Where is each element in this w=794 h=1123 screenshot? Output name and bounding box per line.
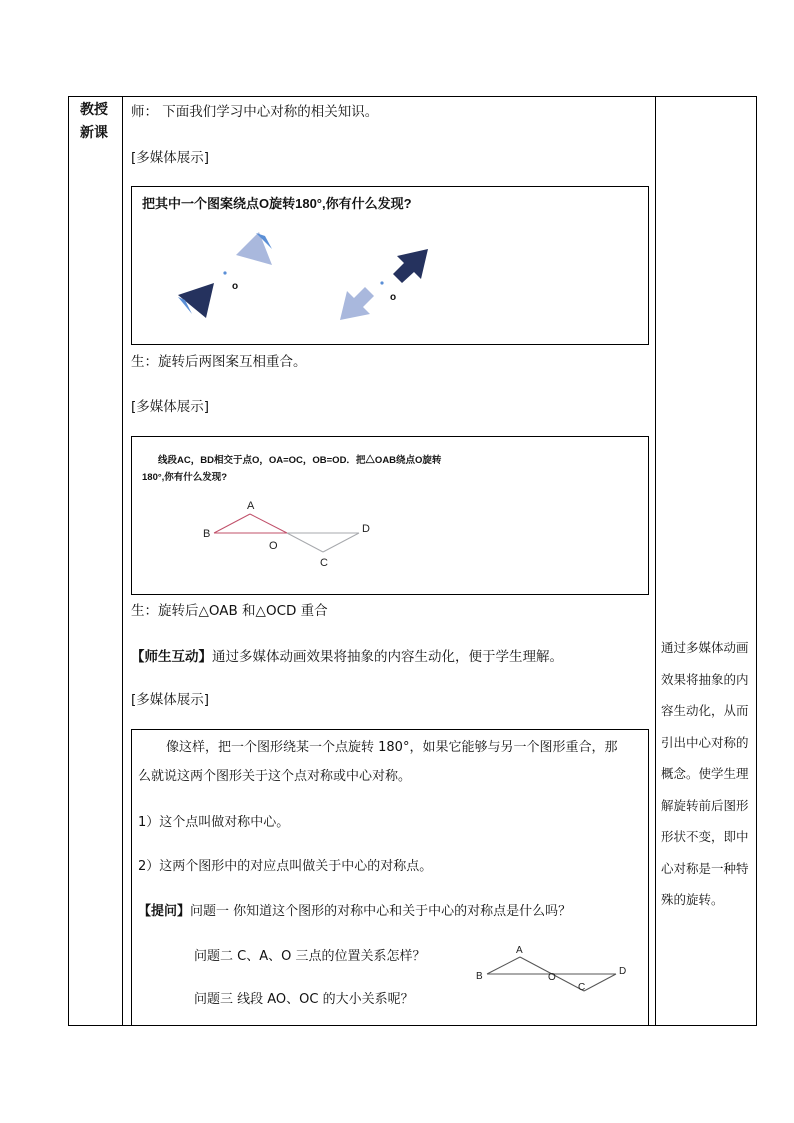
table-divider-2 xyxy=(655,96,656,1026)
question-2: 问题二 C、A、O 三点的位置关系怎样？ xyxy=(194,949,426,964)
q-label-D: D xyxy=(619,966,627,977)
slide-1-title: 把其中一个图案绕点O旋转180°,你有什么发现? xyxy=(142,196,412,211)
interaction-line xyxy=(131,648,563,666)
intro-text: 师： 下面我们学习中心对称的相关知识。 xyxy=(131,104,379,120)
side-note xyxy=(661,632,753,916)
table-right-border xyxy=(756,96,757,1026)
slide-2-figure xyxy=(132,437,648,594)
point-label-left: o xyxy=(232,281,239,292)
segment-BA xyxy=(214,514,250,533)
question-3: 问题三 线段 AO、OC 的大小关系呢？ xyxy=(194,992,414,1007)
q-segment-BA xyxy=(487,957,520,974)
question-line-1 xyxy=(138,903,571,921)
pale-arrowhead-shape xyxy=(236,232,272,265)
slide-1-figure xyxy=(132,187,648,344)
segment-AO xyxy=(250,514,287,533)
side-note-line: 引出中心对称的 xyxy=(661,734,749,750)
pale-arrow-shape xyxy=(340,287,374,320)
side-note-line: 概念。使学生理 xyxy=(661,766,749,781)
section-label-line1: 教授 xyxy=(80,102,108,118)
side-note-line: 殊的旋转。 xyxy=(661,892,724,907)
side-note-line: 心对称是一种特 xyxy=(661,860,749,876)
side-note-line: 通过多媒体动画 xyxy=(661,640,749,655)
q-label-B: B xyxy=(476,971,483,982)
side-note-line: 形状不变，即中 xyxy=(661,829,749,844)
section-label-line2: 新课 xyxy=(80,125,108,141)
media-label-3: [多媒体展示] xyxy=(131,692,210,708)
slide-2-text-line2: 180°,你有什么发现? xyxy=(142,472,228,483)
definition-box xyxy=(131,729,649,1026)
answer-2: 生：旋转后△OAB 和△OCD 重合 xyxy=(131,603,328,619)
definition-line-2: 么就说这两个图形关于这个点对称或中心对称。 xyxy=(138,769,412,784)
segment-CD xyxy=(323,533,359,552)
question-1: 问题一 你知道这个图形的对称中心和关于中心的对称点是什么吗？ xyxy=(190,904,572,919)
center-point-left xyxy=(223,271,226,274)
q-label-C: C xyxy=(578,982,586,993)
interaction-text: 通过多媒体动画效果将抽象的内容生动化，便于学生理解。 xyxy=(212,649,563,665)
side-note-line: 效果将抽象的内 xyxy=(661,671,749,687)
side-note-line: 容生动化，从而 xyxy=(661,703,749,718)
side-note-line: 解旋转前后图形 xyxy=(661,797,749,813)
dark-arrow-shape xyxy=(393,249,428,283)
center-point-right xyxy=(380,281,383,284)
point-label-right: o xyxy=(390,292,397,303)
media-label-1: [多媒体展示] xyxy=(131,150,210,166)
table-left-border xyxy=(68,96,69,1026)
q-segment-CD xyxy=(584,974,616,991)
label-O: O xyxy=(269,540,278,552)
interaction-tag: 【师生互动】 xyxy=(131,649,212,665)
table-divider-1 xyxy=(122,96,123,1026)
definition-line-1: 像这样，把一个图形绕某一个点旋转 180°，如果它能够与另一个图形重合，那 xyxy=(166,740,618,755)
label-D: D xyxy=(362,523,370,535)
question-figure xyxy=(470,940,650,1010)
slide-1-box xyxy=(131,186,649,345)
label-A: A xyxy=(247,500,255,512)
point-2: 2）这两个图形中的对应点叫做关于中心的对称点。 xyxy=(138,859,433,874)
label-C: C xyxy=(320,557,328,569)
slide-2-text-line1: 线段AC，BD相交于点O，OA=OC，OB=OD．把△OAB绕点O旋转 xyxy=(158,455,442,466)
media-label-2: [多媒体展示] xyxy=(131,399,210,415)
q-label-A: A xyxy=(516,945,523,956)
table-top-border xyxy=(68,96,757,97)
question-tag: 【提问】 xyxy=(138,904,191,919)
answer-1: 生：旋转后两图案互相重合。 xyxy=(131,354,307,370)
label-B: B xyxy=(203,528,211,540)
q-label-O: O xyxy=(548,972,556,983)
segment-OC xyxy=(287,533,323,552)
slide-2-box xyxy=(131,436,649,595)
point-1: 1）这个点叫做对称中心。 xyxy=(138,815,290,830)
